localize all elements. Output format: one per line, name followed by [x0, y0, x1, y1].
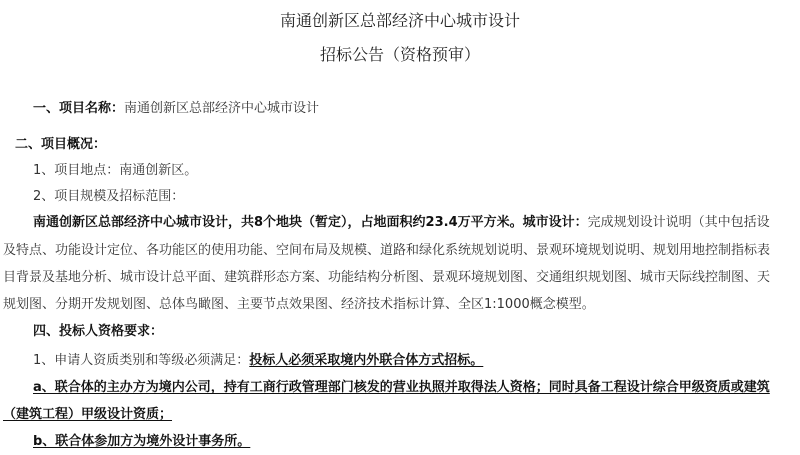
- section1-value: 南通创新区总部经济中心城市设计: [124, 101, 320, 116]
- scope-line1: [33, 214, 770, 232]
- scope-line4: 规划图、分期开发规划图、总体鸟瞰图、主要节点效果图、经济技术指标计算、全区1:1000概念模型。: [3, 297, 595, 312]
- section4-item1: [33, 352, 483, 370]
- item-a-line2: （建筑工程）甲级设计资质；: [3, 407, 173, 422]
- item1-label: 1、项目地点：: [33, 163, 120, 178]
- item1-value: 南通创新区。: [119, 163, 198, 178]
- section2-item1: [33, 162, 197, 180]
- scope-line2: 及特点、功能设计定位、各功能区的使用功能、空间布局及规模、道路和绿化系统规划说明、景观环境规划说明、规划用地控制指标表: [3, 243, 771, 258]
- scope-line1-rest: 完成规划设计说明（其中包括设: [587, 215, 770, 230]
- document-title-line1: 南通创新区总部经济中心城市设计: [279, 11, 520, 30]
- section1-heading: 一、项目名称：: [33, 101, 125, 116]
- item-a-line1: a、联合体的主办方为境内公司，持有工商行政管理部门核发的营业执照并取得法人资格；同时具备工程设计综合甲级资质或建筑: [33, 380, 770, 395]
- section1-line: [33, 100, 319, 118]
- section4-item1-label: 1、申请人资质类别和等级必须满足：: [33, 353, 250, 368]
- section2-item2: 2、项目规模及招标范围：: [33, 189, 185, 204]
- section4-heading: 四、投标人资格要求：: [33, 324, 164, 339]
- item-b-line1: b、联合体参加方为境外设计事务所。: [33, 434, 251, 449]
- scope-line3: 目背景及基地分析、城市设计总平面、建筑群形态方案、功能结构分析图、景观环境规划图、交通组织规划图、城市天际线控制图、天: [3, 270, 771, 285]
- section4-item1-value: 投标人必须采取境内外联合体方式招标。: [249, 353, 484, 368]
- document-title-line2: 招标公告（资格预审）: [319, 45, 480, 64]
- scope-bold: 南通创新区总部经济中心城市设计，共8个地块（暂定），占地面积约23.4万平方米。城市设计：: [33, 215, 588, 230]
- section2-heading: 二、项目概况：: [15, 137, 107, 152]
